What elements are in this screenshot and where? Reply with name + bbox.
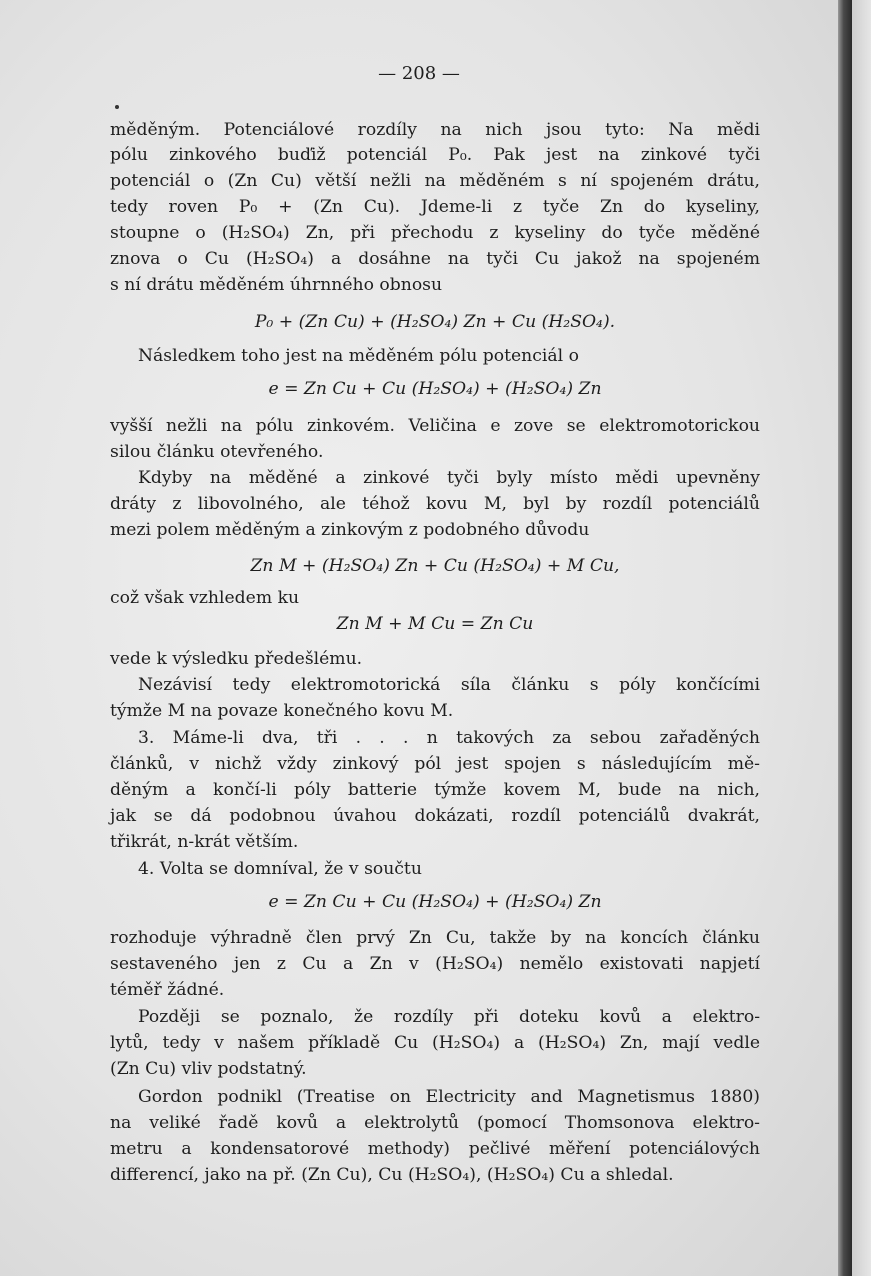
text-line: na veliké řadě kovů a elektrolytů (pomocí Thomsonova elektro-	[110, 1113, 760, 1133]
book-spine-shadow	[838, 0, 852, 1276]
text-line: téměř žádné.	[110, 980, 225, 1000]
text-line: differencí, jako na př. (Zn Cu), Cu (H₂SO₄), (H₂SO₄) Cu a shledal.	[110, 1165, 674, 1185]
text-line: děným a končí-li póly batterie týmže kovem M, bude na nich,	[110, 780, 760, 800]
text-line: třikrát, n-krát větším.	[110, 832, 299, 852]
text-line: měděným. Potenciálové rozdíly na nich jsou tyto: Na mědi	[110, 120, 760, 140]
text-line: potenciál o (Zn Cu) větší nežli na měděném s ní spojeném drátu,	[110, 171, 760, 191]
text-line: stoupne o (H₂SO₄) Zn, při přechodu z kyseliny do tyče měděné	[110, 223, 760, 243]
formula-sum: P₀ + (Zn Cu) + (H₂SO₄) Zn + Cu (H₂SO₄).	[254, 312, 616, 332]
formula-volta: e = Zn Cu + Cu (H₂SO₄) + (H₂SO₄) Zn	[268, 892, 602, 912]
text-line: 3. Máme-li dva, tři . . . n takových za sebou zařaděných	[138, 728, 760, 748]
text-line: jak se dá podobnou úvahou dokázati, rozdíl potenciálů dvakrát,	[110, 806, 760, 826]
text-line: pólu zinkového buďiž potenciál P₀. Pak jest na zinkové tyči	[110, 145, 760, 165]
text-line: článků, v nichž vždy zinkový pól jest spojen s následujícím mě-	[110, 754, 760, 774]
text-line: metru a kondensatorové methody) pečlivé měření potenciálových	[110, 1139, 760, 1159]
text-line: silou článku otevřeného.	[110, 442, 324, 462]
formula-emf: e = Zn Cu + Cu (H₂SO₄) + (H₂SO₄) Zn	[268, 379, 602, 399]
text-line: mezi polem měděným a zinkovým z podobného důvodu	[110, 520, 590, 540]
text-line: sestaveného jen z Cu a Zn v (H₂SO₄) nemělo existovati napjetí	[110, 954, 760, 974]
text-line: vede k výsledku předešlému.	[110, 649, 363, 669]
text-line: Později se poznalo, že rozdíly při doteku kovů a elektro-	[138, 1007, 760, 1027]
text-line: Nezávisí tedy elektromotorická síla článku s póly končícími	[138, 675, 760, 695]
text-line: rozhoduje výhradně člen prvý Zn Cu, takže by na koncích článku	[110, 928, 760, 948]
text-line: 4. Volta se domníval, že v součtu	[138, 859, 422, 879]
text-line: Kdyby na měděné a zinkové tyči byly místo mědi upevněny	[138, 468, 760, 488]
text-line: znova o Cu (H₂SO₄) a dosáhne na tyči Cu jakož na spojeném	[110, 249, 760, 269]
text-line: (Zn Cu) vliv podstatný.	[110, 1059, 307, 1079]
text-line: Gordon podnikl (Treatise on Electricity and Magnetismus 1880)	[138, 1087, 760, 1107]
text-line: lytů, tedy v našem příkladě Cu (H₂SO₄) a (H₂SO₄) Zn, mají vedle	[110, 1033, 760, 1053]
text-line: dráty z libovolného, ale téhož kovu M, byl by rozdíl potenciálů	[110, 494, 760, 514]
text-line: Následkem toho jest na měděném pólu potenciál o	[138, 346, 579, 366]
page-edge	[852, 0, 871, 1276]
formula-reduction: Zn M + M Cu = Zn Cu	[336, 614, 534, 634]
text-line: vyšší nežli na pólu zinkovém. Veličina e zove se elektromotorickou	[110, 416, 760, 436]
formula-metal-m: Zn M + (H₂SO₄) Zn + Cu (H₂SO₄) + M Cu,	[250, 556, 620, 576]
speck	[115, 105, 119, 109]
text-line: tedy roven P₀ + (Zn Cu). Jdeme-li z tyče Zn do kyseliny,	[110, 197, 760, 217]
text-line: s ní drátu měděném úhrnného obnosu	[110, 275, 443, 295]
text-line: což však vzhledem ku	[110, 588, 300, 608]
page-number: — 208 —	[378, 63, 460, 84]
text-line: týmže M na povaze konečného kovu M.	[110, 701, 454, 721]
